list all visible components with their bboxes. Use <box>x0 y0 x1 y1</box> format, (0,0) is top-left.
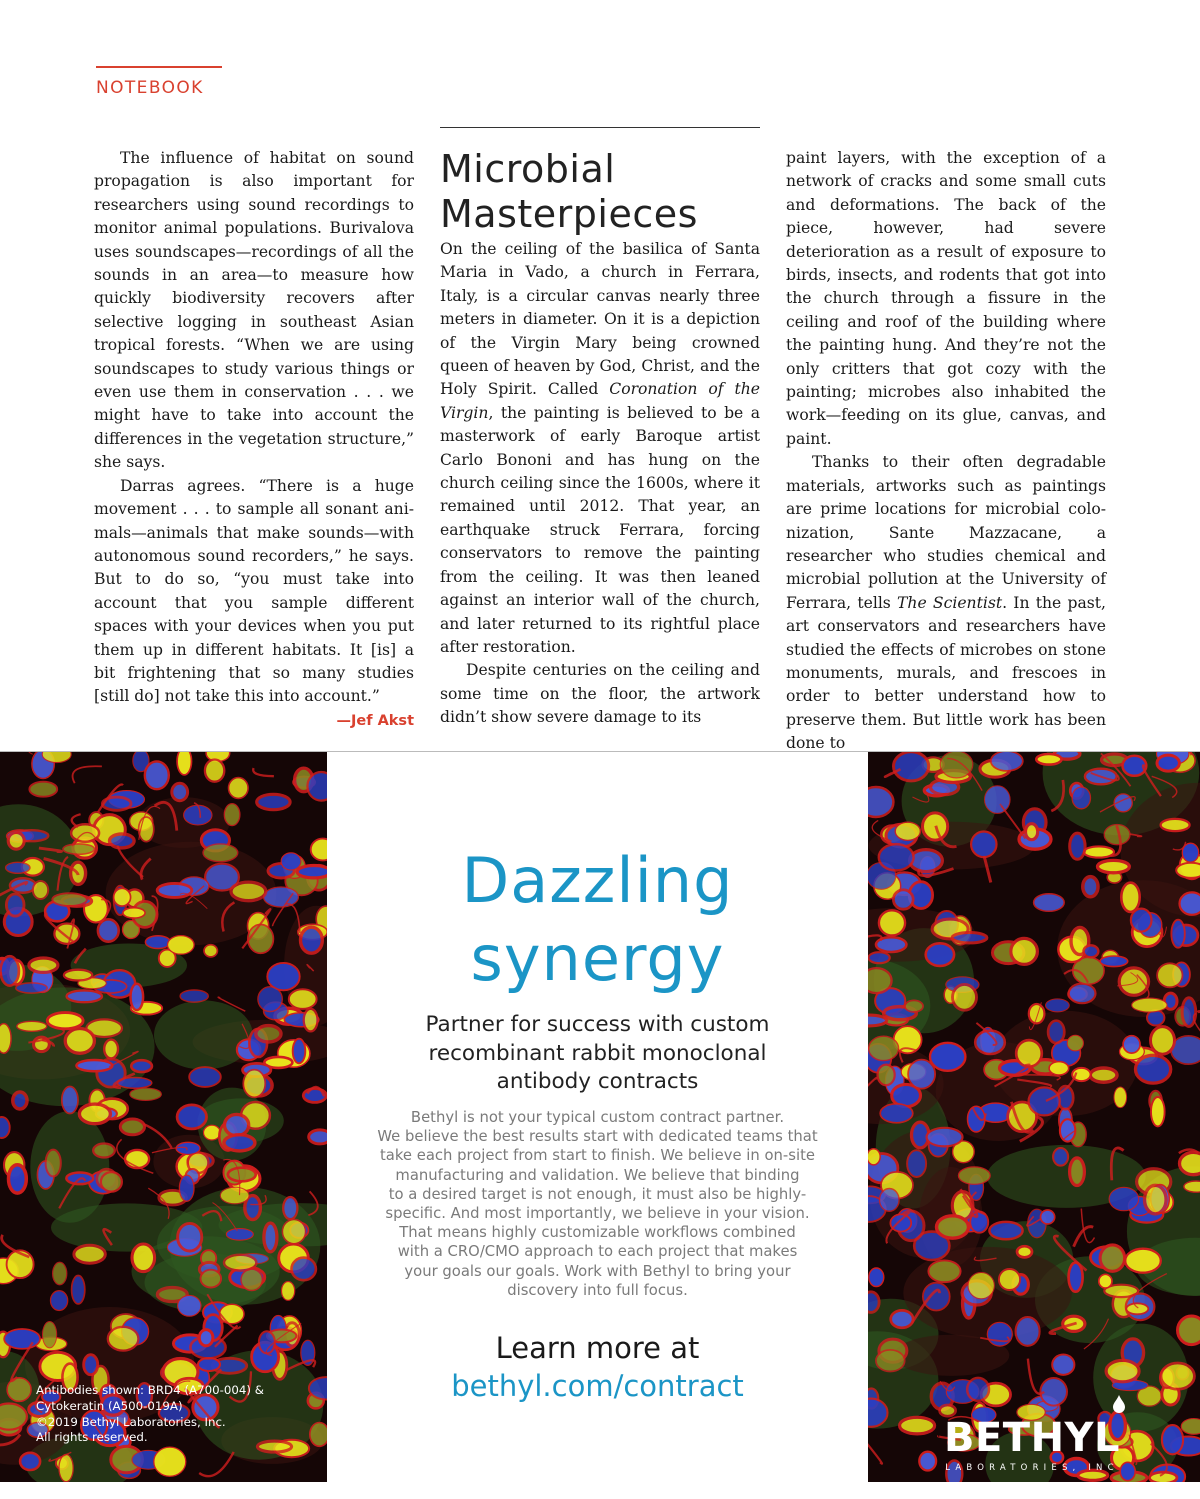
ad-copy-panel <box>327 752 868 1482</box>
cell <box>220 1304 244 1324</box>
cell <box>0 1117 10 1138</box>
cell <box>114 888 131 906</box>
cell <box>1161 819 1190 831</box>
cell <box>204 945 217 957</box>
cell <box>1016 1040 1042 1067</box>
cell <box>879 910 905 935</box>
cell <box>293 1039 306 1064</box>
credit-line: All rights reserved. <box>36 1430 316 1446</box>
cell <box>1162 1425 1183 1454</box>
artwork-title: Coronation of the Virgin <box>440 380 760 421</box>
cell <box>204 1125 221 1140</box>
cell <box>1041 1210 1055 1224</box>
cell <box>8 832 24 849</box>
cell <box>189 1067 221 1087</box>
membrane-strand <box>1190 752 1191 755</box>
cell <box>991 752 1023 771</box>
cell <box>985 786 1011 814</box>
paragraph: Despite centuries on the ceiling and some time on the floor, the artwork didn’t show severe damage to its <box>440 659 760 729</box>
cell <box>1049 1062 1069 1075</box>
cell <box>1180 1152 1200 1174</box>
cell <box>131 1060 152 1072</box>
cell <box>59 1454 73 1481</box>
cell <box>180 990 208 1002</box>
cell <box>1072 787 1090 809</box>
cell <box>17 1021 47 1031</box>
cell <box>1048 1021 1064 1043</box>
cell <box>1132 998 1167 1012</box>
cell <box>989 1222 1022 1239</box>
cell <box>101 1172 122 1192</box>
cell <box>0 1024 11 1054</box>
cell <box>131 984 144 1010</box>
cell <box>893 890 913 909</box>
cell <box>880 1104 913 1123</box>
paragraph <box>786 451 1106 755</box>
headline-line: Masterpieces <box>440 192 698 236</box>
paragraph: paint layers, with the exception of a network of cracks and some small cuts and deformations. The back of the piece, however, had severe deterioration as a result of exposure to birds, insects, and rodents that got into the church through a fissure in the ceiling and roof of the building where the painting hung. And they’re not the only critters that got cozy with the painting; microbes also inhabited the work—feeding on its glue, canvas, and paint. <box>786 147 1106 451</box>
membrane-strand <box>73 766 102 783</box>
cell <box>1083 877 1098 897</box>
cell <box>248 925 274 954</box>
cell <box>869 952 890 963</box>
ad-body-copy <box>345 1108 850 1300</box>
cell <box>1070 833 1085 859</box>
ad-subheadline-line: antibody contracts <box>327 1068 868 1097</box>
cell <box>282 1282 295 1301</box>
cell <box>879 844 914 870</box>
tissue-patch <box>154 1000 253 1069</box>
ad-subheadline-line: recombinant rabbit monoclonal <box>327 1040 868 1069</box>
cell <box>891 1310 913 1327</box>
ad-body-line: with a CRO/CMO approach to each project that makes <box>345 1242 850 1261</box>
cell <box>110 834 135 848</box>
cell <box>79 1104 110 1124</box>
cell <box>283 1197 297 1219</box>
membrane-strand <box>199 1452 234 1476</box>
cell <box>952 933 987 943</box>
cell <box>1184 1181 1200 1192</box>
article-headline <box>440 147 760 237</box>
cell <box>108 1327 139 1351</box>
brand-subtitle: LABORATORIES, INC <box>930 1463 1134 1473</box>
cell <box>226 1229 253 1241</box>
cell <box>940 752 973 778</box>
cell <box>928 1260 960 1282</box>
ad-body-line: your goals our goals. Work with Bethyl to bring your <box>345 1262 850 1281</box>
cell <box>1100 1245 1125 1271</box>
cell <box>868 968 892 993</box>
cell <box>1046 999 1070 1012</box>
cell <box>905 1000 923 1012</box>
membrane-strand <box>253 768 274 776</box>
cell <box>46 1150 61 1177</box>
cell <box>930 1043 965 1071</box>
cell <box>937 1216 969 1238</box>
cell <box>177 752 191 775</box>
cell <box>264 887 299 907</box>
cell <box>184 805 212 825</box>
cell <box>62 1087 78 1114</box>
cell <box>894 752 929 781</box>
cell <box>65 1029 94 1054</box>
cell <box>228 1168 256 1182</box>
cell <box>201 1270 222 1288</box>
cell <box>868 1149 880 1165</box>
brand-logo: BETHYL <box>928 1414 1136 1462</box>
cell <box>1157 963 1182 987</box>
cell <box>132 1244 155 1272</box>
cell <box>51 1291 68 1311</box>
cell <box>231 882 266 901</box>
cell <box>64 970 92 981</box>
cell <box>1 956 19 985</box>
article-column-2 <box>440 147 760 730</box>
ad-body-line: discovery into full focus. <box>345 1281 850 1300</box>
cell <box>172 783 188 800</box>
cell <box>1109 1187 1139 1210</box>
cell <box>1161 1363 1194 1389</box>
cell <box>257 794 290 809</box>
cell <box>1060 1119 1075 1141</box>
cell <box>220 1187 249 1204</box>
cell <box>304 1009 318 1032</box>
cell <box>1126 1303 1148 1314</box>
cell <box>1119 968 1148 995</box>
cell <box>1123 1036 1140 1053</box>
cell <box>168 936 195 955</box>
text-run: . In the past, art conservators and researchers have studied the effects of microbes on stone monuments, murals, and frescoes in order to better understand how to preserve them. But little work has been done to <box>786 594 1106 752</box>
cell <box>224 1255 256 1271</box>
micrograph-image <box>868 752 1200 1482</box>
cell <box>224 804 240 826</box>
cell <box>123 908 145 918</box>
cell <box>1180 892 1200 914</box>
cell <box>967 1378 989 1401</box>
cell <box>1029 1004 1045 1023</box>
learn-more-label: Learn more at <box>327 1329 868 1367</box>
cell <box>301 927 323 953</box>
cell <box>1151 1097 1165 1126</box>
cell <box>1034 894 1065 912</box>
text-run: , the painting is believed to be a masterwork of early Baroque artist Carlo Bononi and has hung on the church ceiling since the 1600s, where it remained until 2012. That year, an earthquake struck Ferrara, forcing conservators to remove the painting from the ceiling. It was then leaned against an interior wall of the church, and later returned to its rightful place after restoration. <box>440 404 760 656</box>
article-column-3 <box>786 147 1106 756</box>
cell <box>198 1358 220 1371</box>
cell <box>1181 1419 1200 1435</box>
cell <box>1171 920 1184 948</box>
cell <box>6 862 30 873</box>
cell <box>1114 1087 1127 1108</box>
cell <box>289 989 317 1009</box>
cell <box>1040 1378 1067 1406</box>
cell <box>1069 984 1096 1004</box>
byline: —Jef Akst <box>94 710 414 733</box>
cell <box>1125 1249 1161 1273</box>
cell <box>154 1447 186 1476</box>
cell <box>1090 1068 1117 1082</box>
cell <box>63 844 94 854</box>
cell <box>895 822 920 840</box>
cell <box>74 1245 105 1263</box>
ad-subheadline <box>327 1011 868 1097</box>
publication-name: The Scientist <box>897 594 1002 612</box>
cell <box>1016 1317 1040 1346</box>
cell <box>199 1330 213 1346</box>
cell <box>84 1355 98 1375</box>
cell <box>890 1214 911 1231</box>
ad-headline-line: Dazzling <box>462 844 734 917</box>
cell <box>869 1268 884 1287</box>
cell <box>968 1272 994 1298</box>
cell <box>120 1119 144 1135</box>
cell <box>923 1283 950 1311</box>
membrane-strand <box>868 1433 882 1463</box>
cell <box>1052 1355 1074 1375</box>
cell <box>1036 754 1061 765</box>
cell <box>203 844 238 862</box>
cell <box>1084 945 1099 957</box>
cell <box>13 1092 27 1109</box>
cell <box>67 990 102 1002</box>
droplet-icon <box>1112 1395 1126 1413</box>
cell <box>1176 863 1200 878</box>
cell <box>177 1105 206 1129</box>
cell <box>229 778 249 799</box>
cell <box>258 987 282 1012</box>
cell <box>868 1292 879 1313</box>
paragraph <box>440 238 760 659</box>
cell <box>1070 1158 1085 1186</box>
cell <box>987 1322 1012 1346</box>
article-column-1 <box>94 147 414 733</box>
cell <box>910 850 943 872</box>
cell <box>999 1269 1020 1290</box>
cell <box>52 893 87 906</box>
cell <box>1099 1274 1112 1288</box>
cell <box>1026 824 1038 840</box>
cell <box>1100 956 1128 967</box>
cell <box>282 1219 305 1243</box>
micrograph-right <box>868 752 1200 1482</box>
ad-body-line: to a desired target is not enough, it must also be highly- <box>345 1185 850 1204</box>
cell <box>178 1295 201 1316</box>
micrograph-image <box>0 752 327 1482</box>
ad-body-line: Bethyl is not your typical custom contract partner. <box>345 1108 850 1127</box>
cell <box>205 760 224 782</box>
cell <box>1121 883 1139 912</box>
cell <box>1157 755 1179 771</box>
cell <box>868 1015 887 1026</box>
headline-line: Microbial <box>440 147 615 191</box>
cell <box>16 983 47 993</box>
micrograph-left <box>0 752 327 1482</box>
cell <box>281 853 301 870</box>
cell <box>0 1404 27 1430</box>
ad-body-line: specific. And most importantly, we believe in your vision. <box>345 1204 850 1223</box>
cell <box>256 1026 281 1042</box>
cell <box>93 1144 115 1158</box>
cell <box>908 1060 935 1089</box>
cell <box>6 894 24 916</box>
cell <box>145 761 169 789</box>
cell <box>125 1150 149 1168</box>
cell <box>224 1135 255 1151</box>
cell <box>1084 846 1114 857</box>
cell <box>130 1088 162 1100</box>
ad-body-line: That means highly customizable workflows combined <box>345 1223 850 1242</box>
cell <box>1011 938 1038 964</box>
ad-headline-line: synergy <box>471 922 725 995</box>
cell <box>47 1013 83 1029</box>
cell <box>1151 1027 1175 1055</box>
cell <box>1029 1087 1060 1115</box>
cell <box>20 1453 40 1470</box>
cell <box>1098 860 1130 872</box>
cell <box>1131 909 1152 932</box>
credit-line: Cytokeratin (A500-019A) <box>36 1399 316 1415</box>
cell <box>1067 1035 1083 1051</box>
cell <box>179 1175 194 1201</box>
cell <box>76 1060 112 1071</box>
cell <box>907 1150 926 1177</box>
cell <box>292 1258 316 1281</box>
cell <box>953 984 977 1010</box>
cell <box>53 1262 67 1285</box>
ad-subheadline-line: Partner for success with custom <box>327 1011 868 1040</box>
cell <box>33 881 48 899</box>
cell <box>880 1189 900 1212</box>
cell <box>1053 1148 1068 1166</box>
cell <box>9 1165 27 1193</box>
cell <box>878 1065 895 1086</box>
cell <box>1106 1360 1139 1381</box>
ad-body-line: take each project from start to finish. We believe in on-site <box>345 1146 850 1165</box>
paragraph: Darras agrees. “There is a huge movement . . . to sample all sonant animals—animals that make sounds—with autonomous sound recorders,” he says. But to do so, “you must take into account that you sample different spaces with your devices when you put them up in different habitats. It [is] a bit frightening that so many studies [still do] not take this into account.” <box>94 475 414 709</box>
cell <box>1145 1185 1167 1214</box>
cell <box>54 924 79 944</box>
cell <box>243 1070 265 1098</box>
cell <box>869 1036 899 1060</box>
cell <box>971 832 996 858</box>
cell <box>926 943 954 966</box>
cell <box>157 883 192 897</box>
ad-body-line: manufacturing and validation. We believe that binding <box>345 1166 850 1185</box>
cell <box>868 787 893 817</box>
cell <box>225 1114 249 1135</box>
cell <box>29 782 57 797</box>
paragraph: The influence of habitat on sound propagation is also important for researchers using sound recordings to monitor animal populations. Burivalova uses soundscapes—recordings of all the sounds in an area—to measure how quickly biodiversity recovers after selective logging in southeast Asian tropical forests. “When we are using soundscapes to study various things or even use them in conservation . . . we might have to take into account the differences in the vegetation structure,” she says. <box>94 147 414 475</box>
cell <box>104 1040 118 1059</box>
section-label: NOTEBOOK <box>96 66 222 98</box>
text-run: On the ceiling of the basilica of Santa Maria in Vado, a church in Ferrara, Italy, is a circular canvas nearly three meters in diameter. On it is a depiction of the Virgin Mary being crowned queen of heaven by God, Christ, and the Holy Spirit. Called <box>440 240 760 398</box>
image-credit <box>36 1383 316 1446</box>
brand-tagline: Really Good Antibodies <box>930 1483 1134 1499</box>
cell <box>241 1269 262 1290</box>
cell <box>958 1167 990 1184</box>
cell <box>29 958 58 972</box>
cell <box>876 1350 905 1372</box>
headline-rule <box>440 127 760 128</box>
cell <box>1017 1246 1032 1257</box>
cell <box>264 1223 277 1252</box>
cell <box>309 1130 327 1144</box>
cell <box>1182 998 1196 1027</box>
credit-line: ©2019 Bethyl Laboratories, Inc. <box>36 1415 316 1431</box>
cell <box>145 936 170 949</box>
text-run: Thanks to their often degradable materials, artworks such as paintings are prime locations for microbial colonization, Sante Mazzacane, a researcher who studies chemical and microbial pollution at the University of Ferrara, tells <box>786 453 1106 611</box>
cell <box>72 1276 85 1304</box>
cell <box>176 1142 200 1154</box>
cell <box>1178 1316 1200 1345</box>
ad-url-link[interactable]: bethyl.com/contract <box>327 1367 868 1405</box>
cell <box>178 1223 202 1251</box>
cell <box>927 1128 963 1147</box>
cell <box>307 772 327 801</box>
ad-headline <box>327 842 868 998</box>
credit-line: Antibodies shown: BRD4 (A700-004) & <box>36 1383 316 1399</box>
cell <box>311 839 327 861</box>
cell <box>43 1322 57 1348</box>
ad-body-line: We believe the best results start with dedicated teams that <box>345 1127 850 1146</box>
cell <box>1136 1055 1171 1083</box>
cell <box>297 866 327 878</box>
cell <box>4 1329 40 1349</box>
